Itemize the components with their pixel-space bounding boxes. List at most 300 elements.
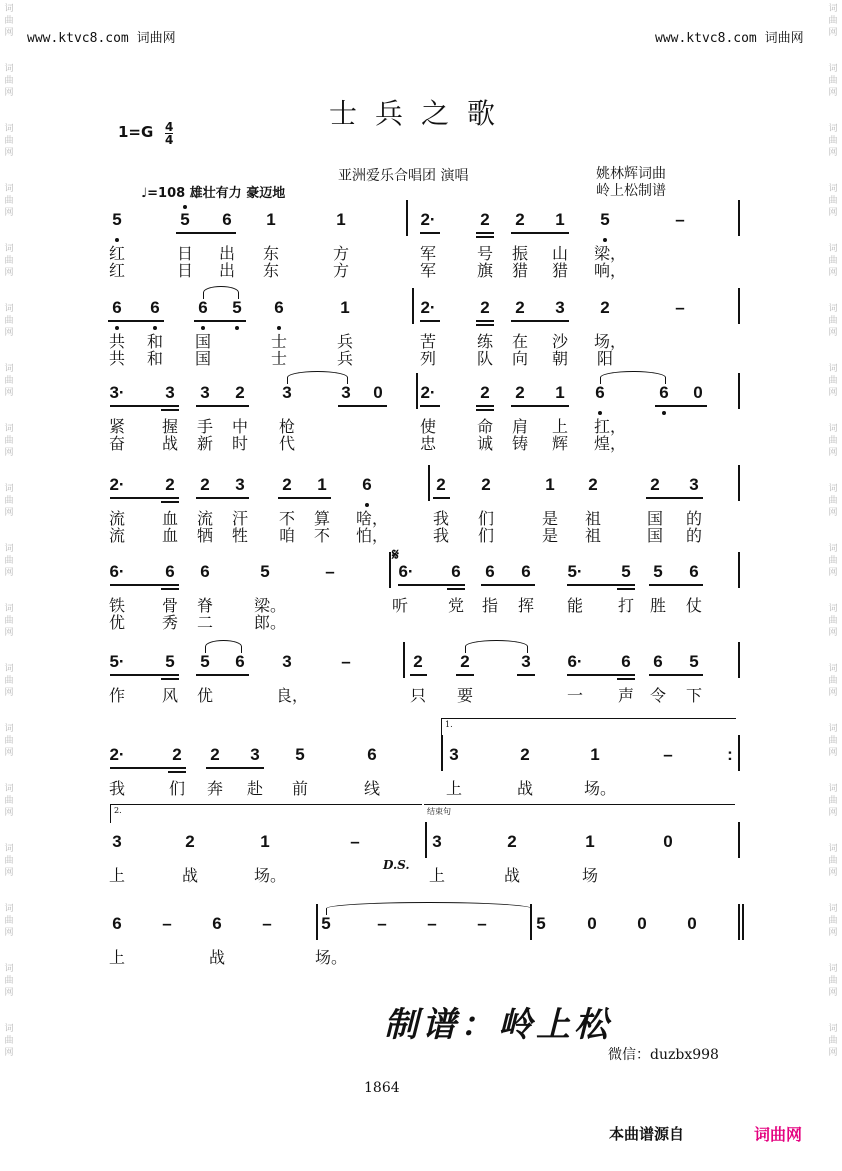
jianpu-note: 1 <box>266 210 276 229</box>
lyric-verse-1: 下 <box>685 686 702 705</box>
lyric-verse-1: 扛， <box>594 417 627 436</box>
lyric-verse-1: 上 <box>551 417 568 436</box>
watermark-char: 曲 <box>828 736 838 746</box>
watermark-char: 词 <box>828 784 838 794</box>
lyric-verse-2: 煌， <box>594 434 627 453</box>
lyric-verse-1: 脊 <box>196 596 213 615</box>
lyric-verse-1: 红 <box>108 244 125 263</box>
jianpu-note: – <box>325 562 335 581</box>
watermark-char: 词 <box>4 124 14 134</box>
lyric-verse-1: 只 <box>409 686 426 705</box>
jianpu-note: 5 <box>180 210 190 229</box>
lyric-verse-1: 士 <box>270 332 287 351</box>
watermark-char: 词 <box>828 124 838 134</box>
watermark-char: 网 <box>4 88 14 98</box>
jianpu-note: 0 <box>663 832 673 851</box>
jianpu-note: 6 <box>659 383 669 402</box>
jianpu-note: 2 <box>210 745 220 764</box>
barline <box>316 904 318 940</box>
lyric-verse-1: 战 <box>208 948 225 967</box>
lyric-verse-2: 向 <box>511 349 528 368</box>
jianpu-note: – <box>350 832 360 851</box>
lyric-verse-2: 血 <box>161 526 178 545</box>
jianpu-note: 3 <box>282 652 292 671</box>
lyric-verse-2: 咱 <box>278 526 295 545</box>
lyric-verse-1: 铁 <box>108 596 125 615</box>
watermark-char: 曲 <box>828 916 838 926</box>
beam-underline <box>567 584 635 586</box>
jianpu-note: 2· <box>420 298 436 317</box>
lyric-verse-2: 时 <box>231 434 248 453</box>
lyric-verse-1: 我 <box>432 509 449 528</box>
lyric-verse-1: 祖 <box>584 509 601 528</box>
jianpu-note: – <box>427 914 437 933</box>
jianpu-note: 6 <box>521 562 531 581</box>
barline <box>738 822 740 858</box>
lyric-verse-1: 作 <box>108 686 125 705</box>
watermark-char: 曲 <box>4 16 14 26</box>
watermark-char: 词 <box>828 604 838 614</box>
jianpu-note: 6 <box>212 914 222 933</box>
lyric-verse-1: 在 <box>511 332 528 351</box>
lyric-verse-2: 猎 <box>511 261 528 280</box>
lyric-verse-1: 打 <box>617 596 634 615</box>
beam-underline <box>476 232 494 234</box>
jianpu-note: 3 <box>282 383 292 402</box>
lyric-verse-2: 铸 <box>511 434 528 453</box>
lyric-verse-2: 诚 <box>476 434 493 453</box>
beam-underline-double <box>447 588 465 590</box>
watermark-char: 曲 <box>828 1036 838 1046</box>
jianpu-note: 6 <box>165 562 175 581</box>
jianpu-note: 1 <box>555 383 565 402</box>
watermark-char: 词 <box>4 784 14 794</box>
watermark-char: 网 <box>828 88 838 98</box>
watermark-char: 词 <box>828 664 838 674</box>
watermark-char: 词 <box>4 424 14 434</box>
watermark-char: 网 <box>4 628 14 638</box>
page-number: 1864 <box>364 1080 400 1096</box>
tie-slur <box>465 640 528 653</box>
octave-dot-low <box>365 503 369 507</box>
lyric-verse-2: 队 <box>476 349 493 368</box>
lyric-verse-1: 线 <box>363 779 380 798</box>
performer: 亚洲爱乐合唱团 演唱 <box>338 168 469 184</box>
beam-underline <box>476 405 494 407</box>
lyric-verse-1: 紧 <box>108 417 125 436</box>
first-ending-label: 1. <box>445 720 453 729</box>
lyric-verse-2: 二 <box>196 613 213 632</box>
jianpu-note: – <box>663 745 673 764</box>
jianpu-note: 2 <box>481 475 491 494</box>
jianpu-note: 6 <box>150 298 160 317</box>
lyric-verse-1: 上 <box>428 866 445 885</box>
time-signature-bottom: 4 <box>165 133 174 147</box>
beam-underline <box>511 405 569 407</box>
watermark-char: 曲 <box>828 556 838 566</box>
watermark-char: 曲 <box>4 916 14 926</box>
lyric-verse-1: 国 <box>646 509 663 528</box>
beam-underline <box>476 320 494 322</box>
jianpu-note: 1 <box>260 832 270 851</box>
header-site-right[interactable]: www.ktvc8.com 词曲网 <box>655 31 804 46</box>
jianpu-note: 5· <box>109 652 125 671</box>
lyric-verse-1: 仗 <box>685 596 702 615</box>
watermark-char: 词 <box>4 724 14 734</box>
jianpu-note: 5 <box>112 210 122 229</box>
watermark-char: 曲 <box>828 496 838 506</box>
watermark-char: 词 <box>4 544 14 554</box>
beam-underline <box>196 674 249 676</box>
beam-underline <box>410 674 427 676</box>
jianpu-note: 0 <box>587 914 597 933</box>
barline <box>416 373 418 409</box>
watermark-char: 网 <box>828 208 838 218</box>
lyric-verse-2: 不 <box>313 526 330 545</box>
lyric-verse-1: 场。 <box>315 948 348 967</box>
barline <box>738 904 740 940</box>
jianpu-note: 2· <box>420 210 436 229</box>
lyric-verse-1: 是 <box>541 509 558 528</box>
lyric-verse-2: 优 <box>108 613 125 632</box>
jianpu-note: 2 <box>200 475 210 494</box>
jianpu-note: 3 <box>112 832 122 851</box>
lyric-verse-1: 战 <box>516 779 533 798</box>
jianpu-note: 6· <box>567 652 583 671</box>
beam-underline-double <box>617 678 635 680</box>
beam-underline <box>110 674 179 676</box>
second-ending-label: 2. <box>114 806 122 815</box>
lyric-verse-2: 国 <box>646 526 663 545</box>
lyric-verse-1: 战 <box>181 866 198 885</box>
first-ending-bracket <box>441 718 736 737</box>
beam-underline <box>517 674 535 676</box>
lyric-verse-2: 牺 <box>196 526 213 545</box>
watermark-char: 曲 <box>828 316 838 326</box>
jianpu-note: 6 <box>362 475 372 494</box>
lyric-verse-1: 良， <box>276 686 309 705</box>
jianpu-note: 5 <box>200 652 210 671</box>
tie-slur <box>326 902 532 915</box>
beam-underline <box>511 232 569 234</box>
lyric-verse-2: 猎 <box>551 261 568 280</box>
watermark-char: 曲 <box>4 676 14 686</box>
jianpu-note: 6 <box>595 383 605 402</box>
watermark-char: 网 <box>828 328 838 338</box>
jianpu-note: 6· <box>398 562 414 581</box>
watermark-char: 曲 <box>828 976 838 986</box>
jianpu-note: 2 <box>520 745 530 764</box>
time-signature-top: 4 <box>165 120 174 134</box>
watermark-char: 词 <box>4 904 14 914</box>
lyric-verse-1: 和 <box>146 332 163 351</box>
watermark-char: 曲 <box>828 436 838 446</box>
jianpu-note: 2· <box>109 745 125 764</box>
watermark-char: 词 <box>828 244 838 254</box>
footer-site-link[interactable]: 词曲网 <box>754 1125 803 1144</box>
jianpu-note: 6 <box>235 652 245 671</box>
jianpu-note: 3 <box>555 298 565 317</box>
watermark-char: 词 <box>828 364 838 374</box>
jianpu-note: : <box>727 745 733 764</box>
octave-dot-low <box>115 326 119 330</box>
octave-dot-low <box>598 411 602 415</box>
watermark-char: 网 <box>4 28 14 38</box>
lyric-verse-1: 胜 <box>649 596 666 615</box>
watermark-char: 词 <box>4 64 14 74</box>
lyric-verse-2: 怕， <box>356 526 389 545</box>
watermark-char: 曲 <box>828 376 838 386</box>
jianpu-note: – <box>262 914 272 933</box>
jianpu-note: 1 <box>336 210 346 229</box>
watermark-char: 曲 <box>4 796 14 806</box>
watermark-char: 词 <box>828 904 838 914</box>
beam-underline <box>646 497 703 499</box>
watermark-char: 网 <box>828 688 838 698</box>
watermark-char: 词 <box>828 844 838 854</box>
segno-sign: 𝄋 <box>392 545 399 564</box>
second-ending-bracket <box>110 804 422 823</box>
lyric-verse-2: 新 <box>196 434 213 453</box>
jianpu-note: 0 <box>687 914 697 933</box>
signature: 制谱：岭上松 <box>384 1005 612 1045</box>
jianpu-note: 6 <box>485 562 495 581</box>
lyric-verse-1: 算 <box>313 509 330 528</box>
lyric-verse-2: 士 <box>270 349 287 368</box>
watermark-char: 词 <box>4 244 14 254</box>
watermark-char: 曲 <box>4 616 14 626</box>
watermark-char: 网 <box>828 868 838 878</box>
jianpu-note: – <box>675 298 685 317</box>
jianpu-note: 5 <box>232 298 242 317</box>
watermark-char: 曲 <box>4 256 14 266</box>
lyric-verse-1: 优 <box>196 686 213 705</box>
watermark-char: 曲 <box>828 676 838 686</box>
watermark-char: 网 <box>828 628 838 638</box>
barline <box>406 200 408 236</box>
coda-label: 结束句 <box>427 807 451 816</box>
lyric-verse-1: 我 <box>108 779 125 798</box>
tie-slur <box>205 640 242 653</box>
watermark-char: 网 <box>4 388 14 398</box>
jianpu-note: 3 <box>689 475 699 494</box>
jianpu-note: 6· <box>109 562 125 581</box>
jianpu-note: 3· <box>109 383 125 402</box>
watermark-char: 网 <box>828 148 838 158</box>
jianpu-note: 3 <box>165 383 175 402</box>
lyric-verse-1: 场。 <box>254 866 287 885</box>
lyric-verse-2: 是 <box>541 526 558 545</box>
time-signature <box>165 121 173 146</box>
barline <box>412 288 414 324</box>
header-site-left[interactable]: www.ktvc8.com 词曲网 <box>27 31 176 46</box>
watermark-char: 网 <box>4 148 14 158</box>
watermark-char: 网 <box>828 568 838 578</box>
watermark-char: 曲 <box>4 736 14 746</box>
lyric-verse-1: 命 <box>476 417 493 436</box>
lyric-verse-1: 山 <box>551 244 568 263</box>
beam-underline <box>176 232 236 234</box>
watermark-char: 曲 <box>4 316 14 326</box>
lyric-verse-2: 战 <box>161 434 178 453</box>
lyric-verse-1: 手 <box>196 417 213 436</box>
lyric-verse-1: 出 <box>218 244 235 263</box>
beam-underline-double <box>476 409 494 411</box>
lyric-verse-2: 红 <box>108 261 125 280</box>
beam-underline <box>481 584 535 586</box>
jianpu-note: – <box>377 914 387 933</box>
watermark-char: 网 <box>828 508 838 518</box>
barline <box>738 288 740 324</box>
jianpu-note: – <box>341 652 351 671</box>
octave-dot-low <box>235 326 239 330</box>
watermark-char: 曲 <box>4 856 14 866</box>
lyric-verse-2: 秀 <box>161 613 178 632</box>
watermark-char: 曲 <box>4 376 14 386</box>
jianpu-note: 2 <box>172 745 182 764</box>
watermark-char: 曲 <box>828 856 838 866</box>
watermark-char: 曲 <box>828 256 838 266</box>
beam-underline-double <box>476 236 494 238</box>
jianpu-note: 5 <box>621 562 631 581</box>
barline <box>428 465 430 501</box>
beam-underline <box>108 320 164 322</box>
barline <box>441 735 443 771</box>
watermark-char: 网 <box>4 688 14 698</box>
beam-underline <box>420 405 440 407</box>
watermark-char: 词 <box>4 964 14 974</box>
barline <box>403 642 405 678</box>
jianpu-note: 0 <box>373 383 383 402</box>
jianpu-note: 2 <box>588 475 598 494</box>
jianpu-note: 5 <box>295 745 305 764</box>
watermark-char: 词 <box>828 964 838 974</box>
lyric-verse-1: 汗 <box>231 509 248 528</box>
jianpu-note: – <box>477 914 487 933</box>
jianpu-note: 3 <box>341 383 351 402</box>
lyric-verse-2: 旗 <box>476 261 493 280</box>
barline <box>742 904 744 940</box>
lyric-verse-2: 方 <box>332 261 349 280</box>
lyric-verse-1: 东 <box>262 244 279 263</box>
watermark-char: 词 <box>828 724 838 734</box>
lyric-verse-1: 骨 <box>161 596 178 615</box>
watermark-char: 词 <box>4 304 14 314</box>
lyric-verse-1: 场。 <box>584 779 617 798</box>
beam-underline-double <box>476 324 494 326</box>
beam-underline <box>110 497 179 499</box>
lyric-verse-1: 中 <box>231 417 248 436</box>
lyric-verse-1: 风 <box>161 686 178 705</box>
octave-dot-low <box>201 326 205 330</box>
jianpu-note: 6 <box>689 562 699 581</box>
beam-underline <box>110 405 179 407</box>
lyric-verse-1: 日 <box>176 244 193 263</box>
barline <box>738 200 740 236</box>
left-watermark-strip <box>0 0 18 1171</box>
barline <box>738 465 740 501</box>
octave-dot-low <box>153 326 157 330</box>
lyric-verse-2: 朝 <box>551 349 568 368</box>
lyric-verse-1: 流 <box>108 509 125 528</box>
beam-underline <box>278 497 331 499</box>
watermark-char: 曲 <box>4 196 14 206</box>
jianpu-note: 6 <box>198 298 208 317</box>
jianpu-note: 2 <box>413 652 423 671</box>
lyric-verse-1: 们 <box>168 779 185 798</box>
jianpu-note: 5 <box>600 210 610 229</box>
beam-underline-double <box>161 588 179 590</box>
jianpu-note: 1 <box>555 210 565 229</box>
lyric-verse-1: 上 <box>108 948 125 967</box>
watermark-char: 曲 <box>4 496 14 506</box>
footer-source-label: 本曲谱源自 <box>609 1125 685 1143</box>
beam-underline <box>456 674 474 676</box>
watermark-char: 词 <box>828 544 838 554</box>
jianpu-note: 6 <box>274 298 284 317</box>
lyric-verse-2: 和 <box>146 349 163 368</box>
jianpu-note: 2 <box>436 475 446 494</box>
watermark-char: 词 <box>4 664 14 674</box>
lyric-verse-2: 的 <box>685 526 702 545</box>
watermark-char: 网 <box>4 268 14 278</box>
lyric-verse-1: 沙 <box>551 332 568 351</box>
jianpu-note: 2 <box>480 210 490 229</box>
lyric-verse-1: 战 <box>503 866 520 885</box>
jianpu-note: 2 <box>507 832 517 851</box>
beam-underline <box>194 320 246 322</box>
watermark-char: 网 <box>828 808 838 818</box>
jianpu-note: 0 <box>693 383 703 402</box>
lyric-verse-1: 令 <box>649 686 666 705</box>
beam-underline <box>649 584 703 586</box>
lyric-verse-2: 祖 <box>584 526 601 545</box>
jianpu-note: 2· <box>420 383 436 402</box>
lyric-verse-1: 国 <box>194 332 211 351</box>
lyric-verse-2: 东 <box>262 261 279 280</box>
jianpu-note: – <box>675 210 685 229</box>
beam-underline-double <box>161 678 179 680</box>
watermark-char: 网 <box>4 568 14 578</box>
coda-bracket <box>424 804 735 823</box>
composer-credit: 姚林辉词曲 <box>596 166 666 182</box>
jianpu-note: 1 <box>340 298 350 317</box>
beam-underline <box>420 320 440 322</box>
beam-underline <box>433 497 450 499</box>
watermark-char: 网 <box>4 508 14 518</box>
watermark-char: 曲 <box>4 76 14 86</box>
tie-slur <box>600 371 666 384</box>
lyric-verse-2: 们 <box>477 526 494 545</box>
lyric-verse-2: 出 <box>218 261 235 280</box>
jianpu-note: 2 <box>282 475 292 494</box>
jianpu-note: 2 <box>185 832 195 851</box>
lyric-verse-2: 日 <box>176 261 193 280</box>
watermark-char: 曲 <box>828 16 838 26</box>
jianpu-note: 6 <box>112 914 122 933</box>
beam-underline <box>655 405 707 407</box>
watermark-char: 网 <box>828 388 838 398</box>
lyric-verse-1: 指 <box>481 596 498 615</box>
jianpu-note: 2 <box>600 298 610 317</box>
lyric-verse-1: 要 <box>456 686 473 705</box>
barline <box>738 373 740 409</box>
watermark-char: 词 <box>828 184 838 194</box>
barline <box>425 822 427 858</box>
beam-underline <box>398 584 465 586</box>
lyric-verse-2: 国 <box>194 349 211 368</box>
watermark-char: 曲 <box>828 196 838 206</box>
